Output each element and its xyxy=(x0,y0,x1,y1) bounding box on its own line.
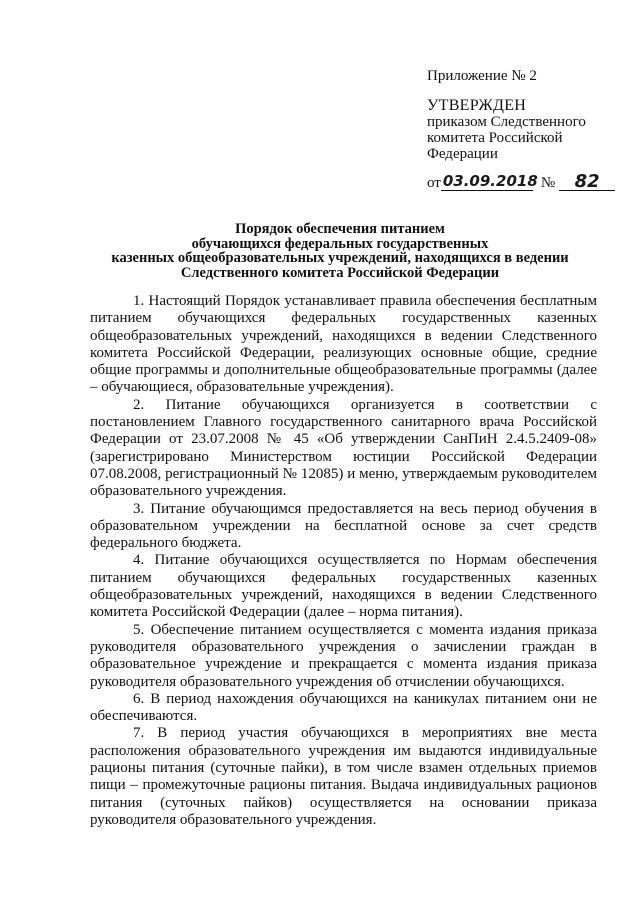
annex-label: Приложение № 2 xyxy=(427,68,537,84)
paragraph-6: 6. В период нахождения обучающихся на каникулах питанием они не обеспечиваются. xyxy=(90,690,597,725)
document-body xyxy=(90,293,597,829)
title-line-2: обучающихся федеральных государственных xyxy=(191,235,489,252)
order-date-number xyxy=(427,171,627,192)
number-prefix: № xyxy=(540,175,556,191)
approved-label: УТВЕРЖДЕН xyxy=(427,97,527,114)
order-date-handwritten: 03.09.2018 xyxy=(442,172,538,190)
paragraph-3: 3. Питание обучающимся предоставляется на весь период обучения в образовательном учреждении на бесплатной основе за счет средств федерального бюджета. xyxy=(90,500,597,552)
order-by-line-3: Федерации xyxy=(427,146,498,162)
document-title xyxy=(90,222,590,280)
order-number-handwritten: 82 xyxy=(559,174,615,191)
paragraph-4: 4. Питание обучающихся осуществляется по Нормам обеспечения питанием обучающихся федеральных государственных казенных общеобразовательных учреждений, находящихся в ведении Следственного комитета Российской Федерации (далее – норма питания). xyxy=(90,552,597,621)
order-by-line-2: комитета Российской xyxy=(427,130,563,146)
title-line-1: Порядок обеспечения питанием xyxy=(235,221,445,237)
paragraph-7: 7. В период участия обучающихся в мероприятиях вне места расположения образовательного учреждения им выдаются индивидуальные рационы питания (суточные пайки), в том числе взамен отдельных приемов пищи – промежуточные рационы питания. Выдача индивидуальных рационов питания (суточных пайков) осуществляется на основании приказа руководителя образовательного учреждения. xyxy=(90,725,597,828)
approval-block xyxy=(427,68,627,191)
order-by-line-1: приказом Следственного xyxy=(427,114,586,130)
paragraph-5: 5. Обеспечение питанием осуществляется с момента издания приказа руководителя образовательного учреждения о зачислении граждан в образовательное учреждение и прекращается с момента издания приказа руководителя образовательного учреждения об отчислении обучающихся. xyxy=(90,621,597,690)
paragraph-2: 2. Питание обучающихся организуется в соответствии с постановлением Главного государственного санитарного врача Российской Федерации от 23.07.2008 № 45 «Об утверждении СанПиН 2.4.5.2409-08» (зарегистрировано Министерством юстиции Российской Федерации 07.08.2008, регистрационный № 12085) и меню, утверждаемым руководителем образовательного учреждения. xyxy=(90,396,597,500)
title-line-3: казенных общеобразовательных учреждений, находящихся в ведении xyxy=(111,250,569,267)
paragraph-1: 1. Настоящий Порядок устанавливает правила обеспечения бесплатным питанием обучающихся федеральных государственных казенных общеобразовательных учреждений, находящихся в ведении Следственного комитета Российской Федерации, реализующих основные общие, средние общие программы и дополнительные общеобразовательные программы (далее – обучающиеся, образовательные учреждения). xyxy=(90,293,597,396)
date-prefix: от xyxy=(427,175,441,191)
title-line-4: Следственного комитета Российской Федерации xyxy=(180,264,500,281)
